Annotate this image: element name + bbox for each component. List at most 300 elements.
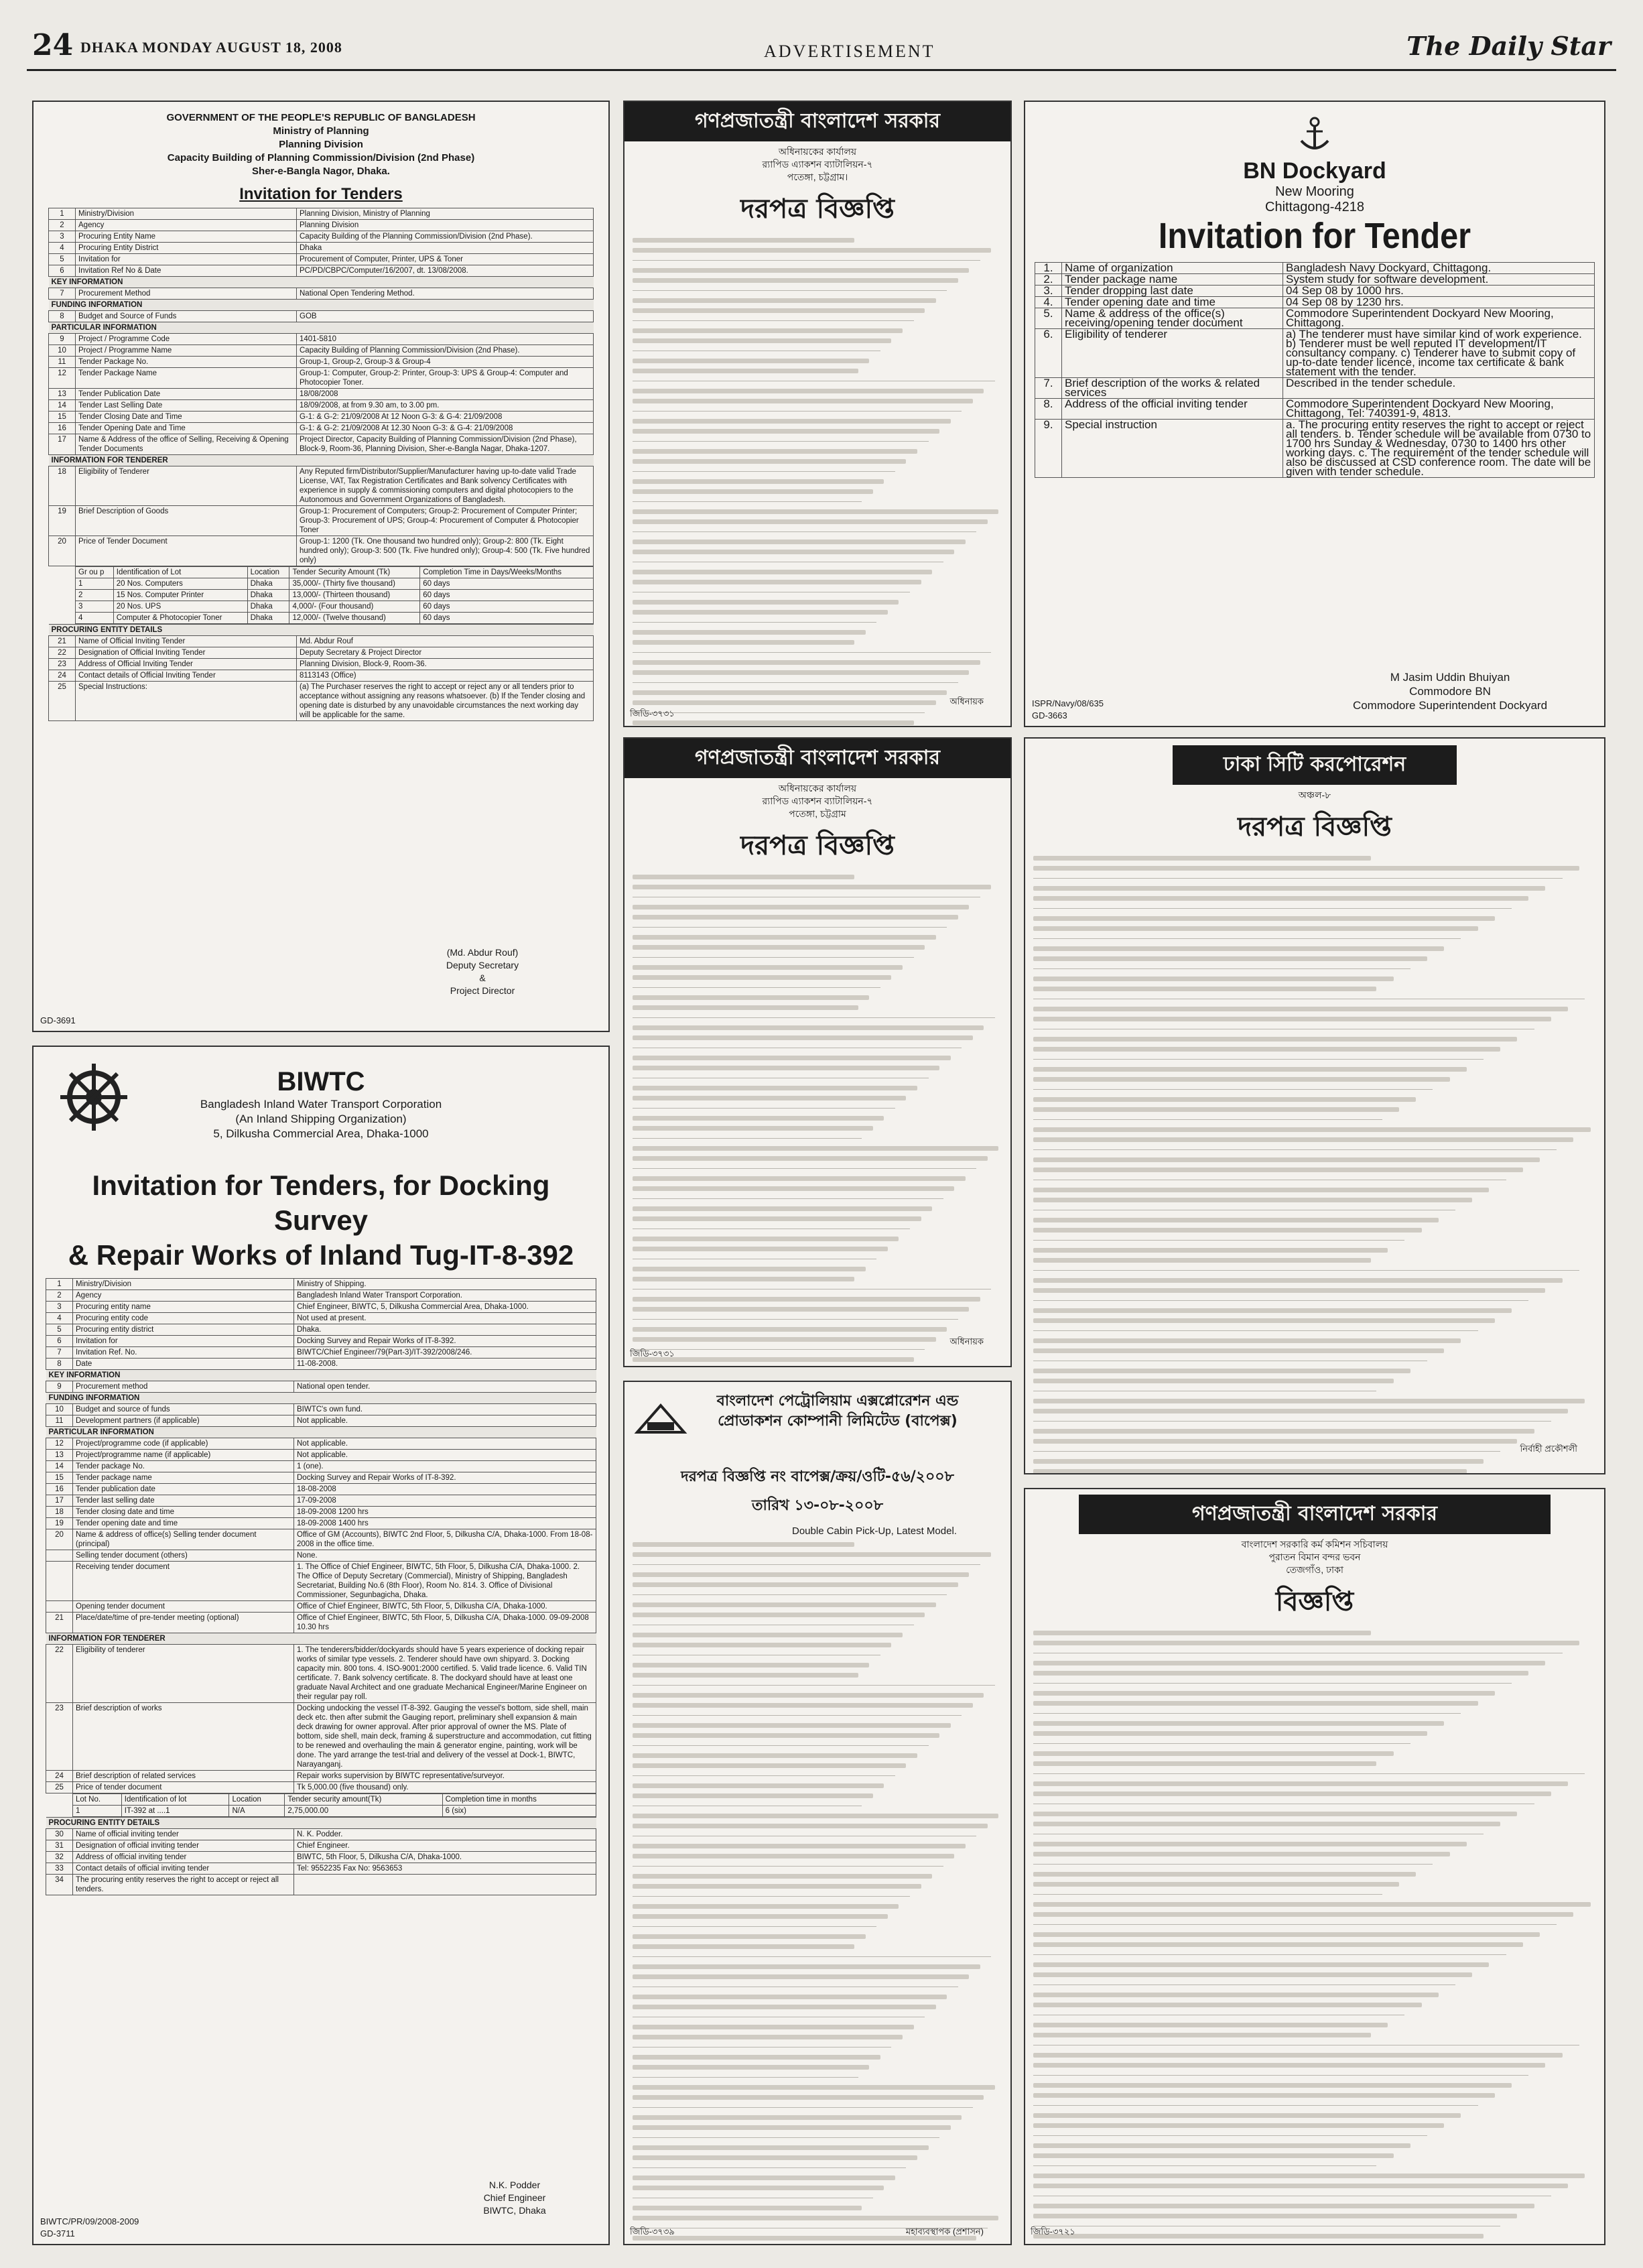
text-line (633, 429, 939, 434)
row-label: Date (73, 1359, 294, 1370)
row-label: Designation of Official Inviting Tender (76, 647, 297, 659)
text-line (1033, 1912, 1573, 1917)
row-value: Chief Engineer. (294, 1840, 596, 1852)
row-label: Project / Programme Name (76, 345, 297, 357)
row-value: Group-1: 1200 (Tk. One thousand two hundred only); Group-2: 800 (Tk. Eight hundred only); Group-3: 500 (Tk. Five hundred only); Group-4: 500 (Tk. Five hundred only) (297, 536, 594, 566)
bn-ref2: GD-3663 (1032, 710, 1067, 720)
rab-tender-ad-2 (623, 737, 1012, 1367)
table-row (49, 682, 594, 721)
text-line (633, 1944, 854, 1949)
text-line (1033, 1683, 1512, 1684)
row-label: Opening tender document (73, 1601, 294, 1613)
text-line (633, 298, 936, 303)
row-value: G-1: & G-2: 21/09/2008 At 12.30 Noon G-3: & G-4: 21/09/2008 (297, 423, 594, 434)
row-number: 21 (49, 636, 76, 647)
header-line: Bangladesh Inland Water Transport Corporation (200, 1098, 442, 1111)
text-line (633, 1156, 988, 1161)
text-line (633, 1673, 858, 1678)
text-line (633, 359, 869, 363)
text-line (1033, 1399, 1585, 1403)
table-row (46, 1703, 596, 1771)
dcc-sign: নির্বাহী প্রকৌশলী (1520, 1444, 1577, 1454)
text-line (633, 1168, 976, 1169)
row-label: Procurement method (73, 1381, 294, 1393)
text-line (1033, 2234, 1484, 2239)
text-line (1033, 856, 1371, 861)
bapex-logo-icon (634, 1402, 687, 1436)
row-number: 18 (46, 1507, 73, 1518)
rab2-subheader (625, 782, 1010, 820)
text-line (633, 1896, 910, 1897)
row-value: Bangladesh Navy Dockyard, Chittagong. (1283, 263, 1595, 274)
text-line (633, 875, 854, 879)
row-label: Invitation Ref No & Date (76, 265, 297, 277)
table-row (49, 334, 594, 345)
text-line (1033, 1119, 1382, 1120)
bn-ref1: ISPR/Navy/08/635 (1032, 698, 1104, 708)
row-label: Address of official inviting tender (73, 1852, 294, 1863)
signature-line: Deputy Secretary (446, 960, 519, 970)
table-row (49, 322, 594, 334)
row-value: Not applicable. (294, 1450, 596, 1461)
table-row (46, 1290, 596, 1302)
row-value: Commodore Superintendent Dockyard New Mooring, Chittagong. (1283, 308, 1595, 329)
row-label: Designation of official inviting tender (73, 1840, 294, 1852)
row-number: 32 (46, 1852, 73, 1863)
header-line: GOVERNMENT OF THE PEOPLE'S REPUBLIC OF BANGLADESH (166, 112, 476, 123)
text-line (633, 519, 988, 524)
row-number: 12 (46, 1438, 73, 1450)
text-line (1033, 2075, 1528, 2076)
text-line (633, 1783, 884, 1788)
row-value: Commodore Superintendent Dockyard New Mooring, Chittagong, Tel: 740391-9, 4813. (1283, 399, 1595, 420)
text-line (1033, 946, 1444, 951)
text-line (633, 489, 873, 494)
section-heading: PROCURING ENTITY DETAILS (49, 625, 594, 636)
text-line (633, 1056, 951, 1060)
text-line (1033, 1691, 1495, 1696)
text-line (1033, 2063, 1545, 2068)
row-value: Not applicable. (294, 1438, 596, 1450)
row-value: Group-1: Computer, Group-2: Printer, Group-3: UPS & Group-4: Computer and Photocopier Toner. (297, 368, 594, 389)
row-label: Eligibility of tenderer (1062, 329, 1283, 378)
row-label: Name of Official Inviting Tender (76, 636, 297, 647)
table-row (46, 1818, 596, 1829)
row-number: 14 (46, 1461, 73, 1472)
text-line (633, 2145, 929, 2150)
table-cell: N/A (229, 1806, 285, 1817)
column-header: Lot No. (73, 1794, 122, 1806)
table-cell: 12,000/- (Twelve thousand) (289, 613, 420, 624)
psc-ref: জিডি-৩৭২১ (1031, 2226, 1075, 2236)
text-line (1033, 1661, 1545, 1665)
signature-line: & (479, 972, 486, 983)
text-line (1033, 1882, 1399, 1887)
text-line (1033, 1228, 1422, 1233)
text-line (633, 290, 947, 291)
row-value: Docking undocking the vessel IT-8-392. Gauging the vessel's bottom, side shell, main deck etc. then after submit the Gauging report, preliminary shell expansion & main deck drawing for owner approval. After prior approval of owner the MS. Plate of bottom, side shell, main deck, framing & superstructure and accommodation, cut fitting to be renewed and overhauling the main & generator engine, painting, work will be done. The yard arrange the test-trial and delivery of the vessel at Dock-1, BIWTC, Narayanganj. (294, 1703, 596, 1771)
column-header: Identification of Lot (113, 567, 247, 578)
row-label: Tender Closing Date and Time (76, 412, 297, 423)
text-line (633, 2125, 951, 2130)
text-line (633, 550, 954, 554)
row-label: Name & Address of the office of Selling, Receiving & Opening Tender Documents (76, 434, 297, 455)
row-value: GOB (297, 311, 594, 322)
table-row (49, 311, 594, 322)
row-value: Office of Chief Engineer, BIWTC, 5th Floor, 5, Dilkusha C/A, Dhaka-1000. 09-09-2008 10.30 hrs (294, 1613, 596, 1633)
text-line (633, 622, 876, 623)
table-row (1035, 329, 1595, 378)
table-row (46, 1613, 596, 1633)
row-number: 9 (46, 1381, 73, 1393)
row-number: 10 (46, 1404, 73, 1415)
column-header: Location (229, 1794, 285, 1806)
table-row (49, 400, 594, 412)
row-number: 2 (46, 1290, 73, 1302)
table-row (49, 506, 594, 536)
row-value: BIWTC/Chief Engineer/79(Part-3)/IT-392/2008/246. (294, 1347, 596, 1359)
row-number: 7 (46, 1347, 73, 1359)
text-line (633, 2216, 998, 2220)
row-number (46, 1562, 73, 1601)
table-row (49, 277, 594, 288)
row-value: Deputy Secretary & Project Director (297, 647, 594, 659)
text-line (633, 1582, 958, 1587)
row-number: 6 (49, 265, 76, 277)
rab-tender-ad-1 (623, 101, 1012, 727)
text-line (1033, 2053, 1563, 2058)
text-line (633, 308, 925, 313)
text-line (1033, 1894, 1382, 1895)
biwtc-ref2: GD-3711 (40, 2228, 75, 2239)
text-line (633, 682, 958, 683)
text-line (633, 1926, 876, 1927)
signature-line: Commodore BN (1409, 685, 1491, 698)
row-label: Tender Opening Date and Time (76, 423, 297, 434)
row-label: Tender Package No. (76, 357, 297, 368)
row-label: Procuring Entity Name (76, 231, 297, 243)
dcc-banner: ঢাকা সিটি করপোরেশন (1173, 745, 1457, 785)
table-row (49, 243, 594, 254)
column-header: Location (247, 567, 289, 578)
text-line (1033, 2214, 1517, 2218)
table-row (46, 1347, 596, 1359)
planning-signature (382, 946, 583, 997)
row-value: National open tender. (294, 1381, 596, 1393)
table-cell: Computer & Photocopier Toner (113, 613, 247, 624)
subheader-line: বাংলাদেশ সরকারি কর্ম কমিশন সচিবালয় (1241, 1539, 1388, 1550)
rab2-body (625, 875, 1010, 1367)
text-line (1033, 968, 1410, 969)
dcc-title: দরপত্র বিজ্ঞপ্তি (1238, 812, 1392, 842)
text-line (1033, 1308, 1512, 1313)
row-number: 24 (49, 670, 76, 682)
table-row (76, 590, 594, 601)
row-value: BIWTC's own fund. (294, 1404, 596, 1415)
row-label: Tender publication date (73, 1484, 294, 1495)
text-line (633, 1564, 980, 1565)
text-line (633, 2055, 880, 2060)
subheader-line: পতেঙ্গা, চট্টগ্রাম। (787, 172, 848, 182)
row-label: Place/date/time of pre-tender meeting (optional) (73, 1613, 294, 1633)
text-line (633, 278, 958, 283)
biwtc-signature (441, 2179, 588, 2217)
row-value: 18/09/2008, at from 9.30 am, to 3.00 pm. (297, 400, 594, 412)
bapex-body (625, 1542, 1010, 2241)
table-row (46, 1450, 596, 1461)
signature-line: M Jasim Uddin Bhuiyan (1390, 671, 1510, 684)
text-line (633, 248, 991, 253)
row-number: 8 (49, 311, 76, 322)
text-line (1033, 2184, 1568, 2188)
table-cell: 4,000/- (Four thousand) (289, 601, 420, 613)
table-row (49, 368, 594, 389)
row-label: Contact details of Official Inviting Tender (76, 670, 297, 682)
text-line (633, 660, 980, 665)
text-line (1033, 1198, 1472, 1202)
bapex-ref: জিডি-৩৭৩৯ (630, 2226, 675, 2236)
text-line (633, 2085, 995, 2090)
text-line (633, 1643, 891, 1647)
text-line (1033, 1037, 1517, 1042)
row-value: Procurement of Computer, Printer, UPS & Toner (297, 254, 594, 265)
text-line (633, 1126, 873, 1131)
section-heading: PARTICULAR INFORMATION (49, 322, 594, 334)
table-row (49, 455, 594, 466)
text-line (1033, 1641, 1579, 1645)
row-label: Invitation Ref. No. (73, 1347, 294, 1359)
text-line (633, 905, 969, 909)
text-line (633, 1775, 895, 1776)
text-line (1033, 2003, 1422, 2007)
text-line (633, 965, 903, 970)
table-row (49, 300, 594, 311)
text-line (633, 2025, 914, 2029)
text-line (633, 935, 936, 940)
text-line (633, 1964, 980, 1969)
header-line: Capacity Building of Planning Commission/Division (2nd Phase) (167, 152, 475, 164)
table-cell: 60 days (420, 578, 594, 590)
row-label: Brief description of related services (73, 1771, 294, 1782)
row-label: Brief Description of Goods (76, 506, 297, 536)
table-row (49, 647, 594, 659)
row-number: 25 (49, 682, 76, 721)
table-row (46, 1415, 596, 1427)
table-row (46, 1313, 596, 1324)
table-row (49, 220, 594, 231)
row-value: Md. Abdur Rouf (297, 636, 594, 647)
text-line (633, 720, 914, 725)
bn-org: BN Dockyard (1243, 158, 1386, 184)
table-row (46, 1633, 596, 1645)
row-label: Ministry/Division (73, 1279, 294, 1290)
text-line (633, 1035, 973, 1040)
text-line (1033, 2113, 1461, 2118)
section-heading: PARTICULAR INFORMATION (46, 1427, 596, 1438)
text-line (633, 1793, 873, 1798)
row-number: 1. (1035, 263, 1062, 274)
text-line (1033, 1077, 1450, 1082)
table-cell: 35,000/- (Thirty five thousand) (289, 578, 420, 590)
text-line (633, 1753, 917, 1758)
text-line (633, 459, 906, 464)
text-line (633, 2186, 884, 2190)
subheader-line: পতেঙ্গা, চট্টগ্রাম (789, 808, 846, 819)
text-line (633, 987, 880, 988)
table-cell: 60 days (420, 590, 594, 601)
table-row (46, 1518, 596, 1529)
text-line (633, 449, 917, 454)
column-header: Completion time in months (442, 1794, 596, 1806)
row-label: Procurement Method (76, 288, 297, 300)
row-label: Tender dropping last date (1062, 286, 1283, 297)
row-number: 11 (46, 1415, 73, 1427)
row-label: Development partners (if applicable) (73, 1415, 294, 1427)
row-label: Project/programme name (if applicable) (73, 1450, 294, 1461)
text-line (1033, 1318, 1495, 1323)
text-line (1033, 1248, 1388, 1253)
table-cell: Dhaka (247, 613, 289, 624)
table-row (46, 1381, 596, 1393)
row-value: Bangladesh Inland Water Transport Corporation. (294, 1290, 596, 1302)
text-line (633, 1693, 984, 1698)
table-row (49, 288, 594, 300)
text-line (633, 369, 858, 373)
row-value: Dhaka (297, 243, 594, 254)
text-line (633, 479, 884, 484)
row-number: 25 (46, 1782, 73, 1793)
row-number: 4 (49, 243, 76, 254)
row-value: Not used at present. (294, 1313, 596, 1324)
text-line (633, 1874, 932, 1879)
rab2-ref: জিডি-৩৭৩১ (630, 1348, 675, 1359)
row-value: 18/08/2008 (297, 389, 594, 400)
text-line (633, 268, 969, 273)
table-row (46, 1829, 596, 1840)
text-line (1033, 886, 1545, 891)
row-value: Tk 5,000.00 (five thousand) only. (294, 1782, 596, 1793)
rab1-sign: অধিনায়ক (949, 696, 984, 706)
text-line (633, 915, 958, 920)
row-label: Brief description of works (73, 1703, 294, 1771)
text-line (633, 1066, 939, 1070)
table-cell: 2,75,000.00 (285, 1806, 442, 1817)
text-line (633, 471, 895, 472)
row-number: 22 (46, 1645, 73, 1703)
row-number: 7. (1035, 378, 1062, 399)
row-label: Project / Programme Code (76, 334, 297, 345)
row-number: 4. (1035, 297, 1062, 308)
text-line (1033, 1993, 1439, 1997)
row-label: The procuring entity reserves the right to accept or reject all tenders. (73, 1875, 294, 1895)
text-line (633, 640, 854, 645)
row-number: 2. (1035, 274, 1062, 286)
section-heading: PROCURING ENTITY DETAILS (46, 1818, 596, 1829)
table-row (46, 1472, 596, 1484)
row-label: Tender package name (73, 1472, 294, 1484)
text-line (1033, 2033, 1371, 2037)
table-cell: 6 (six) (442, 1806, 596, 1817)
text-line (1033, 1721, 1444, 1726)
row-value: Capacity Building of the Planning Commission/Division (2nd Phase). (297, 231, 594, 243)
text-line (1033, 2123, 1444, 2128)
table-row (46, 1863, 596, 1875)
text-line (633, 1844, 966, 1848)
text-line (633, 2167, 906, 2168)
table-row (49, 345, 594, 357)
signature-line: Project Director (450, 985, 515, 996)
table-row (46, 1404, 596, 1415)
biwtc-info-table (46, 1278, 596, 1793)
table-cell: 15 Nos. Computer Printer (113, 590, 247, 601)
text-line (1033, 1743, 1410, 1744)
bn-place2: Chittagong-4218 (1265, 200, 1364, 214)
planning-ref: GD-3691 (40, 1015, 76, 1025)
table-row (49, 231, 594, 243)
text-line (1033, 866, 1579, 871)
text-line (633, 260, 980, 261)
row-number: 20 (46, 1529, 73, 1550)
text-line (633, 630, 866, 635)
row-number: 3 (49, 231, 76, 243)
bapex-tender-ad (623, 1381, 1012, 2245)
text-line (633, 1594, 947, 1595)
table-row (46, 1550, 596, 1562)
text-line (1033, 987, 1376, 991)
text-line (633, 328, 903, 333)
row-number: 22 (49, 647, 76, 659)
table-row (46, 1393, 596, 1404)
text-line (1033, 1258, 1371, 1263)
text-line (1033, 1822, 1500, 1826)
text-line (633, 441, 929, 442)
navy-anchor-icon (1295, 114, 1335, 154)
text-line (633, 700, 936, 705)
row-number: 8 (46, 1359, 73, 1370)
text-line (633, 1572, 969, 1577)
text-line (633, 1685, 995, 1686)
table-row (1035, 420, 1595, 478)
text-line (633, 1138, 862, 1139)
text-line (633, 1086, 917, 1090)
text-line (633, 927, 947, 928)
text-line (633, 399, 973, 403)
row-label: Agency (76, 220, 297, 231)
row-value: None. (294, 1550, 596, 1562)
table-cell: Dhaka (247, 601, 289, 613)
table-row (49, 636, 594, 647)
section-heading: KEY INFORMATION (49, 277, 594, 288)
text-line (1033, 1812, 1517, 1816)
row-label: Eligibility of tenderer (73, 1645, 294, 1703)
text-line (1033, 926, 1478, 931)
row-value: 1401-5810 (297, 334, 594, 345)
row-number: 19 (49, 506, 76, 536)
paper-logo: The Daily Star (1406, 31, 1611, 61)
row-number: 21 (46, 1613, 73, 1633)
text-line (633, 2065, 869, 2070)
table-row (76, 601, 594, 613)
row-value: 04 Sep 08 by 1230 hrs. (1283, 297, 1595, 308)
text-line (633, 2137, 939, 2138)
row-number: 24 (46, 1771, 73, 1782)
row-number: 16 (46, 1484, 73, 1495)
row-number (46, 1550, 73, 1562)
text-line (1033, 1059, 1484, 1060)
row-number: 10 (49, 345, 76, 357)
subheader-line: অধিনায়কের কার্যালয় (778, 783, 857, 794)
table-row (49, 659, 594, 670)
